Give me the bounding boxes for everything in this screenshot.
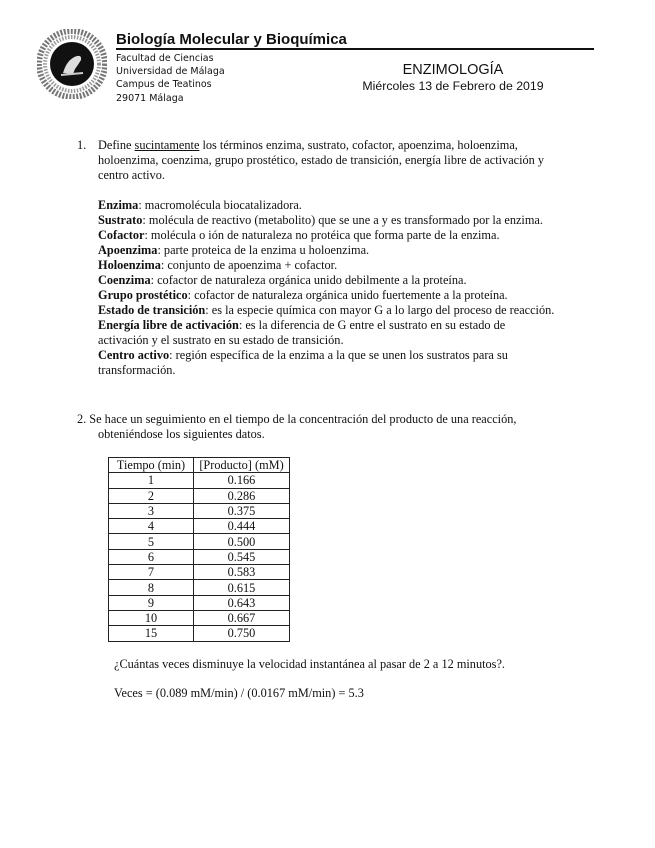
table-row: [109, 610, 290, 625]
definition-text: : molécula o ión de naturaleza no protéica que forma parte de la enzima.: [144, 228, 500, 242]
question-number: 1.: [77, 138, 87, 152]
definition-item: [98, 213, 588, 228]
definition-item: [98, 303, 588, 318]
data-table: [108, 457, 290, 642]
definition-term: Coenzima: [98, 273, 151, 287]
time-cell: 9: [109, 595, 194, 610]
time-cell: 4: [109, 519, 194, 534]
department-title: Biología Molecular y Bioquímica: [116, 31, 347, 48]
document-title-block: [358, 62, 548, 94]
definition-text: : región específica de la enzima a la que se unen los sustratos para su transformación.: [98, 348, 508, 377]
definition-item: [98, 273, 588, 288]
definition-item: [98, 243, 588, 258]
product-cell: 0.286: [194, 488, 290, 503]
product-cell: 0.375: [194, 503, 290, 518]
definition-term: Energía libre de activación: [98, 318, 239, 332]
question-1: [77, 138, 577, 183]
definition-term: Cofactor: [98, 228, 145, 242]
document-title: ENZIMOLOGÍA: [402, 62, 504, 78]
definition-item: [98, 288, 588, 303]
definition-text: : macromolécula biocatalizadora.: [138, 198, 302, 212]
definition-term: Estado de transición: [98, 303, 206, 317]
document-date: Miércoles 13 de Febrero de 2019: [362, 79, 544, 93]
address-line: 29071 Málaga: [116, 92, 184, 104]
definition-text: : molécula de reactivo (metabolito) que se une a y es transformado por la enzima.: [142, 213, 543, 227]
definition-item: [98, 318, 553, 348]
product-cell: 0.166: [194, 473, 290, 488]
definition-term: Apoenzima: [98, 243, 158, 257]
question-2-line-2: obteniéndose los siguientes datos.: [98, 427, 265, 441]
answer: Veces = (0.089 mM/min) / (0.0167 mM/min) = 5.3: [114, 686, 364, 700]
product-cell: 0.444: [194, 519, 290, 534]
underlined-word: sucintamente: [134, 138, 200, 152]
definition-text: : parte proteica de la enzima u holoenzima.: [157, 243, 370, 257]
table-row: [109, 549, 290, 564]
header-divider: [116, 48, 594, 50]
time-cell: 6: [109, 549, 194, 564]
time-cell: 8: [109, 580, 194, 595]
product-cell: 0.643: [194, 595, 290, 610]
address-block: [116, 52, 225, 105]
definition-term: Enzima: [98, 198, 139, 212]
definition-item: [98, 228, 588, 243]
definition-term: Grupo prostético: [98, 288, 188, 302]
question-1-text: [98, 138, 577, 183]
time-cell: 10: [109, 610, 194, 625]
university-seal-icon: [37, 29, 107, 99]
time-cell: 5: [109, 534, 194, 549]
definition-text: : es la diferencia de G entre el sustrato en su estado de activación y el sustrato en su estado de transición.: [98, 318, 506, 347]
time-cell: 2: [109, 488, 194, 503]
product-cell: 0.545: [194, 549, 290, 564]
question-1-rest: los términos enzima, sustrato, cofactor, apoenzima, holoenzima, holoenzima, coenzima, grupo prostético, estado de transición, energía libre de activación y centro activo.: [98, 138, 545, 182]
product-cell: 0.583: [194, 565, 290, 580]
definitions-list: [98, 198, 588, 378]
sub-question: ¿Cuántas veces disminuye la velocidad instantánea al pasar de 2 a 12 minutos?.: [114, 657, 505, 671]
definition-term: Holoenzima: [98, 258, 161, 272]
definition-text: : conjunto de apoenzima + cofactor.: [160, 258, 338, 272]
table-header-row: [109, 458, 290, 473]
table-row: [109, 595, 290, 610]
product-cell: 0.750: [194, 626, 290, 641]
definition-item: [98, 198, 588, 213]
definition-item: [98, 348, 543, 378]
table-row: [109, 473, 290, 488]
address-line: Campus de Teatinos: [116, 79, 212, 91]
time-cell: 3: [109, 503, 194, 518]
product-cell: 0.615: [194, 580, 290, 595]
definition-text: : cofactor de naturaleza orgánica unido debilmente a la proteína.: [150, 273, 467, 287]
time-cell: 15: [109, 626, 194, 641]
definition-text: : cofactor de naturaleza orgánica unido fuertemente a la proteína.: [187, 288, 508, 302]
table-row: [109, 488, 290, 503]
definition-term: Sustrato: [98, 213, 143, 227]
product-cell: 0.667: [194, 610, 290, 625]
question-2-line-1: 2. Se hace un seguimiento en el tiempo de la concentración del producto de una reacción,: [77, 412, 517, 426]
table-row: [109, 565, 290, 580]
address-line: Universidad de Málaga: [116, 66, 225, 78]
column-header-time: Tiempo (min): [109, 458, 194, 473]
definition-term: Centro activo: [98, 348, 170, 362]
table-row: [109, 626, 290, 641]
table-row: [109, 519, 290, 534]
definition-text: : es la especie química con mayor G a lo largo del proceso de reacción.: [205, 303, 555, 317]
time-cell: 1: [109, 473, 194, 488]
address-line: Facultad de Ciencias: [116, 53, 214, 64]
table-row: [109, 503, 290, 518]
question-1-prefix: Define: [98, 138, 135, 152]
column-header-product: [Producto] (mM): [194, 458, 290, 473]
product-cell: 0.500: [194, 534, 290, 549]
question-2: [77, 412, 557, 442]
table-row: [109, 580, 290, 595]
definition-item: [98, 258, 588, 273]
time-cell: 7: [109, 565, 194, 580]
table-row: [109, 534, 290, 549]
